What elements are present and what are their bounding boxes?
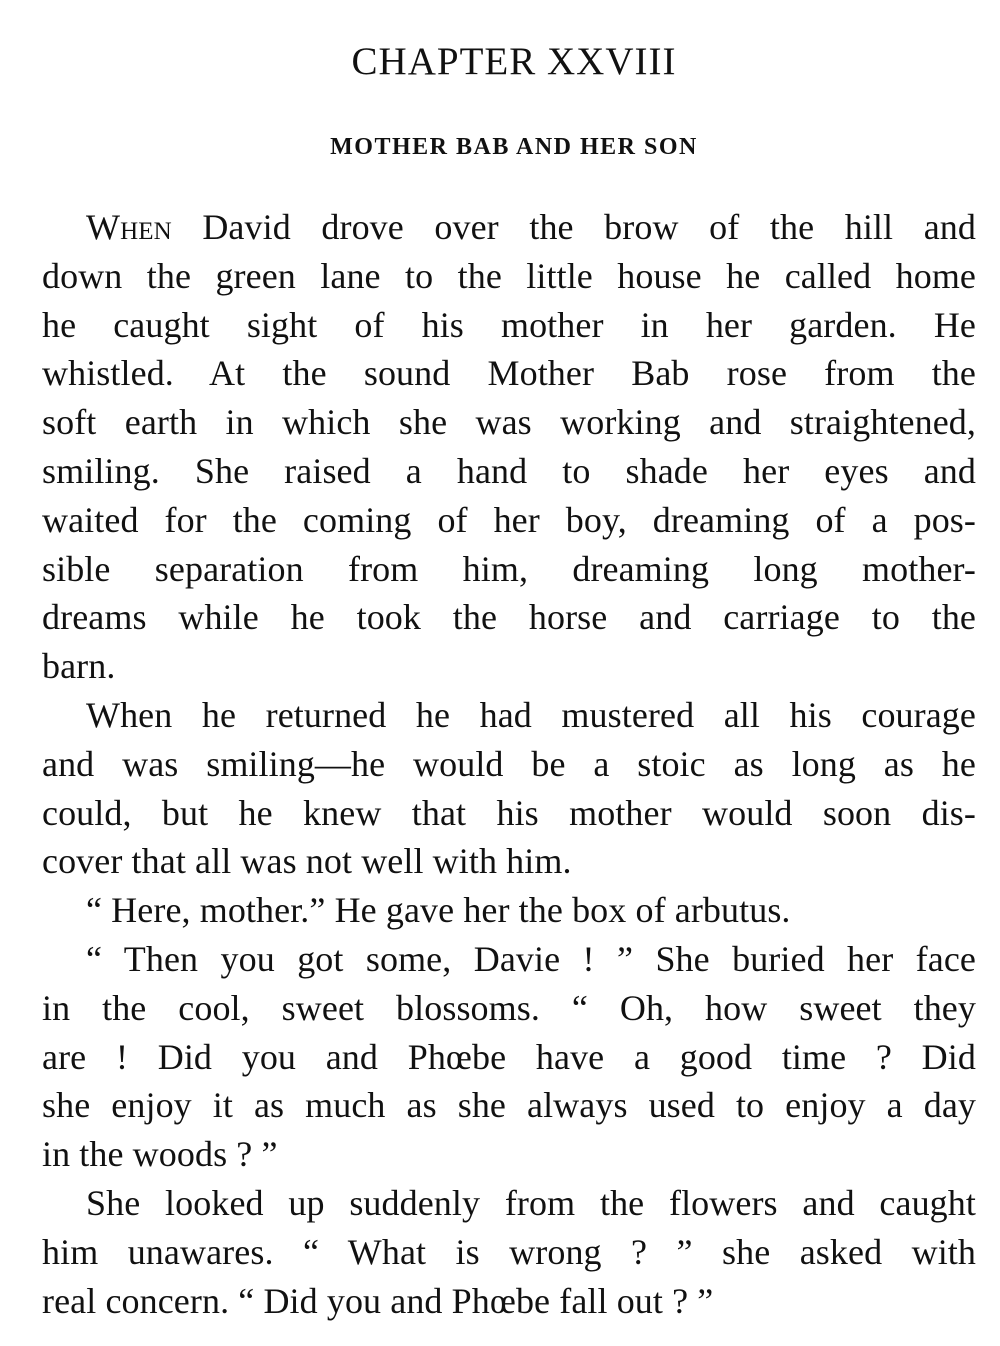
text-line: he caught sight of his mother in her garden. He bbox=[42, 304, 976, 345]
text-line bbox=[42, 203, 976, 252]
text-line: she enjoy it as much as she always used to enjoy a day bbox=[42, 1085, 976, 1126]
text-line: whistled. At the sound Mother Bab rose from the bbox=[42, 353, 976, 394]
text-line: “ Then you got some, Davie ! ” She buried her face bbox=[86, 938, 976, 979]
text-line-content: David drove over the brow of the hill and bbox=[171, 207, 976, 247]
text-line: barn. bbox=[42, 646, 116, 687]
paragraph bbox=[42, 935, 976, 1179]
chapter-title bbox=[0, 132, 1000, 162]
text-line: in the cool, sweet blossoms. “ Oh, how sweet they bbox=[42, 987, 976, 1028]
text-line: smiling. She raised a hand to shade her eyes and bbox=[42, 450, 976, 491]
text-line: When he returned he had mustered all his courage bbox=[86, 694, 976, 735]
text-line: and was smiling—he would be a stoic as long as he bbox=[42, 743, 976, 784]
text-line: dreams while he took the horse and carriage to the bbox=[42, 597, 976, 638]
paragraph bbox=[42, 886, 976, 935]
chapter-title-text: MOTHER BAB AND HER SON bbox=[330, 134, 698, 160]
chapter-heading bbox=[0, 38, 1000, 86]
paragraph bbox=[42, 691, 976, 886]
text-line: She looked up suddenly from the flowers and caught bbox=[86, 1182, 976, 1223]
text-line: sible separation from him, dreaming long mother- bbox=[42, 548, 976, 589]
text-line: in the woods ? ” bbox=[42, 1134, 278, 1175]
text-line: soft earth in which she was working and straightened, bbox=[42, 402, 976, 443]
text-line: could, but he knew that his mother would soon dis- bbox=[42, 792, 976, 833]
text-line: “ Here, mother.” He gave her the box of arbutus. bbox=[86, 890, 791, 931]
text-line: down the green lane to the little house he called home bbox=[42, 255, 976, 296]
paragraph bbox=[42, 1179, 976, 1325]
text-line: real concern. “ Did you and Phœbe fall out ? ” bbox=[42, 1280, 714, 1321]
paragraph bbox=[42, 203, 976, 691]
drop-lead-word: When bbox=[86, 207, 172, 247]
chapter-heading-text: CHAPTER XXVIII bbox=[351, 40, 677, 83]
text-line: cover that all was not well with him. bbox=[42, 841, 572, 882]
text-line: are ! Did you and Phœbe have a good time ? Did bbox=[42, 1036, 976, 1077]
text-line: him unawares. “ What is wrong ? ” she asked with bbox=[42, 1231, 976, 1272]
body-text bbox=[42, 203, 976, 1325]
text-line: waited for the coming of her boy, dreaming of a pos- bbox=[42, 499, 976, 540]
